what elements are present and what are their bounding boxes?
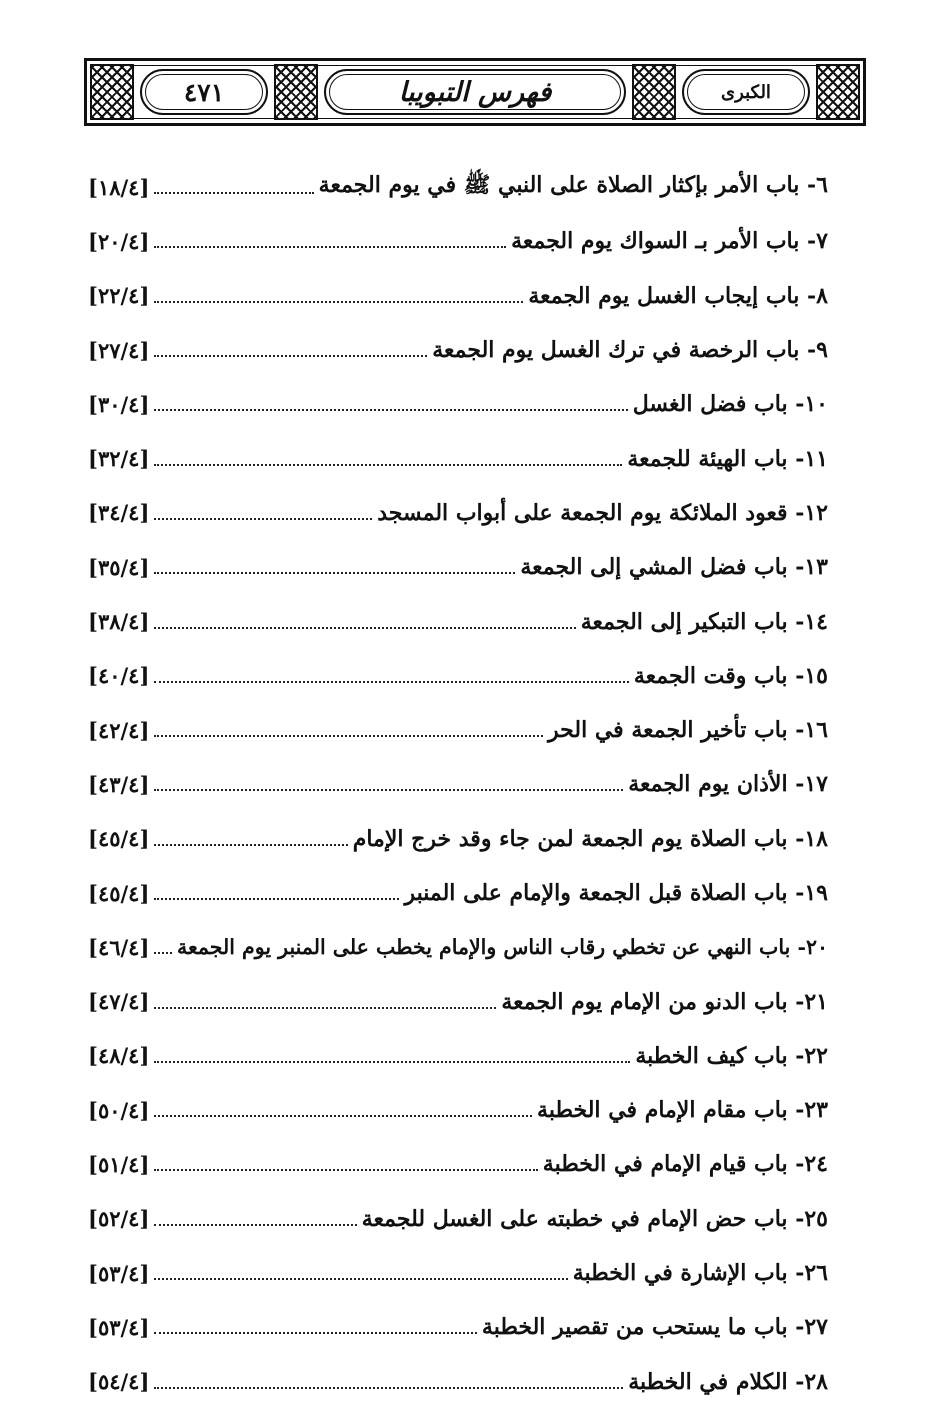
index-entry [88, 377, 828, 431]
entry-page-ref: [٤٠/٤] [88, 663, 150, 689]
index-entry [88, 594, 828, 648]
dot-leader [154, 409, 627, 411]
entry-title: ٧- باب الأمر بـ السواك يوم الجمعة [511, 228, 828, 255]
entry-page-ref: [٢٧/٤] [88, 337, 150, 363]
entry-page-ref: [٥٤/٤] [88, 1369, 150, 1395]
entry-page-ref: [٤٧/٤] [88, 989, 150, 1015]
entry-page-ref: [٣٥/٤] [88, 554, 150, 580]
index-entry [88, 269, 828, 323]
book-logo [682, 69, 810, 115]
dot-leader [154, 355, 427, 357]
index-entry [88, 160, 828, 214]
page-number-cartouche [140, 69, 268, 115]
page-title: فهرس التبويبا [398, 76, 552, 108]
dot-leader [154, 192, 313, 194]
entry-page-ref: [٥٢/٤] [88, 1206, 150, 1232]
ornament-pattern [816, 64, 860, 120]
entry-page-ref: [٢٢/٤] [88, 283, 150, 309]
index-entry [88, 214, 828, 268]
dot-leader [154, 1332, 477, 1334]
dot-leader [154, 464, 622, 466]
entry-page-ref: [٣٨/٤] [88, 609, 150, 635]
dot-leader [154, 735, 543, 737]
page-number: ٤٧١ [183, 77, 225, 107]
dot-leader [154, 789, 623, 791]
book-logo-text: الكبرى [721, 81, 771, 103]
entry-page-ref: [٥٣/٤] [88, 1260, 150, 1286]
dot-leader [154, 301, 523, 303]
entry-page-ref: [٥٣/٤] [88, 1314, 150, 1340]
dot-leader [154, 844, 347, 846]
entry-title: ٢٨- الكلام في الخطبة [628, 1368, 828, 1395]
entry-title: ١٢- قعود الملائكة يوم الجمعة على أبواب المسجد [377, 499, 828, 526]
dot-leader [154, 681, 628, 683]
ornament-pattern [632, 64, 676, 120]
index-entry [88, 649, 828, 703]
entry-title: ٢١- باب الدنو من الإمام يوم الجمعة [501, 988, 828, 1015]
entry-page-ref: [٤٣/٤] [88, 771, 150, 797]
dot-leader [154, 627, 575, 629]
index-entry [88, 323, 828, 377]
entry-title: ٢٧- باب ما يستحب من تقصير الخطبة [481, 1314, 828, 1341]
entry-title: ٢٣- باب مقام الإمام في الخطبة [537, 1097, 828, 1124]
entry-title: ١٥- باب وقت الجمعة [633, 662, 828, 689]
entry-page-ref: [١٨/٤] [88, 174, 150, 200]
index-entry [88, 812, 828, 866]
dot-leader [154, 1278, 567, 1280]
index-entry [88, 757, 828, 811]
entry-page-ref: [٤٦/٤] [88, 934, 150, 960]
entry-title: ٢٠- باب النهي عن تخطي رقاب الناس والإمام يخطب على المنبر يوم الجمعة [177, 935, 828, 960]
entry-title: ١٣- باب فضل المشي إلى الجمعة [520, 554, 828, 581]
index-entry [88, 703, 828, 757]
index-entry [88, 540, 828, 594]
ornament-pattern [274, 64, 318, 120]
entry-title: ٢٦- باب الإشارة في الخطبة [572, 1260, 828, 1287]
index-entry [88, 1355, 828, 1409]
dot-leader [154, 518, 372, 520]
entry-title: ٩- باب الرخصة في ترك الغسل يوم الجمعة [432, 337, 828, 364]
entry-page-ref: [٥٠/٤] [88, 1097, 150, 1123]
entry-title: ٢٢- باب كيف الخطبة [635, 1042, 828, 1069]
entry-page-ref: [٢٠/٤] [88, 228, 150, 254]
index-entry [88, 431, 828, 485]
dot-leader [154, 1169, 537, 1171]
index-entry [88, 1137, 828, 1191]
entry-page-ref: [٣٠/٤] [88, 391, 150, 417]
entry-title: ١٩- باب الصلاة قبل الجمعة والإمام على المنبر [404, 880, 828, 906]
entry-page-ref: [٤٨/٤] [88, 1043, 150, 1069]
index-entry [88, 920, 828, 974]
entry-page-ref: [٣٤/٤] [88, 500, 150, 526]
index-entry [88, 486, 828, 540]
entry-title: ٢٤- باب قيام الإمام في الخطبة [542, 1151, 828, 1178]
entry-title: ١١- باب الهيئة للجمعة [627, 445, 828, 472]
entry-page-ref: [٤٥/٤] [88, 880, 150, 906]
dot-leader [154, 1007, 496, 1009]
entry-page-ref: [٤٢/٤] [88, 717, 150, 743]
index-entry [88, 1192, 828, 1246]
entry-title: ٢٥- باب حض الإمام في خطبته على الغسل للجمعة [361, 1205, 828, 1232]
entry-page-ref: [٥١/٤] [88, 1151, 150, 1177]
dot-leader [154, 1224, 356, 1226]
index-entry [88, 974, 828, 1028]
dot-leader [154, 246, 506, 248]
index-entry [88, 1029, 828, 1083]
index-entry [88, 1083, 828, 1137]
entry-title: ١٤- باب التبكير إلى الجمعة [580, 608, 828, 635]
dot-leader [154, 572, 515, 574]
dot-leader [154, 1061, 630, 1063]
entry-title: ٨- باب إيجاب الغسل يوم الجمعة [528, 282, 828, 309]
dot-leader [154, 952, 172, 954]
index-entry [88, 1300, 828, 1354]
dot-leader [154, 1115, 532, 1117]
index-entry [88, 1246, 828, 1300]
index-list [88, 160, 828, 1409]
ornament-pattern [90, 64, 134, 120]
entry-title: ١٧- الأذان يوم الجمعة [628, 771, 828, 798]
entry-title: ٦- باب الأمر بإكثار الصلاة على النبي ﷺ في يوم الجمعة [318, 172, 828, 199]
entry-title: ١٦- باب تأخير الجمعة في الحر [548, 717, 828, 744]
title-cartouche [324, 69, 626, 115]
entry-title: ١٨- باب الصلاة يوم الجمعة لمن جاء وقد خرج الإمام [352, 825, 828, 852]
dot-leader [154, 898, 399, 900]
page-header [84, 58, 866, 126]
index-entry [88, 866, 828, 920]
entry-title: ١٠- باب فضل الغسل [632, 391, 828, 418]
entry-page-ref: [٣٢/٤] [88, 446, 150, 472]
entry-page-ref: [٤٥/٤] [88, 826, 150, 852]
